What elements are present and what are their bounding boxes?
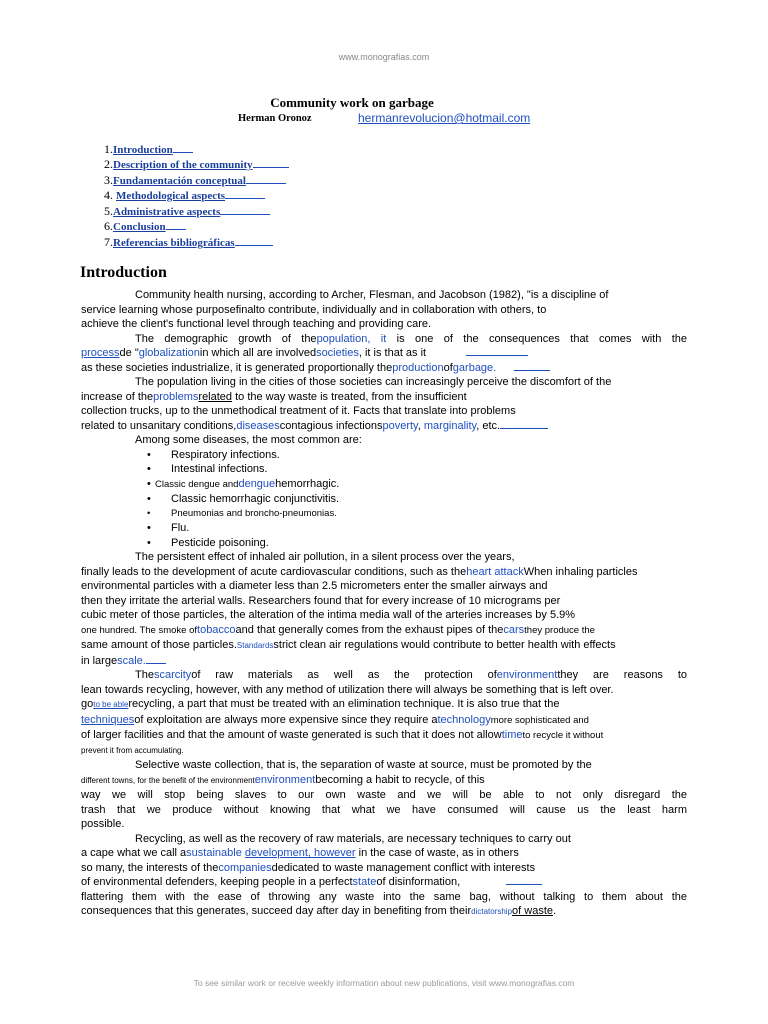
body-text [81,288,687,920]
toc-item[interactable] [104,142,193,157]
toc-number: 3. [104,173,113,187]
link-sustainable[interactable]: sustainable [186,847,242,859]
link-problems[interactable]: problems [153,390,199,403]
link-scarcity[interactable]: scarcity [153,669,192,681]
link-techniques[interactable]: techniques [81,713,135,726]
paragraph-line: Selective waste collection, that is, the separation of waste at source, must be promoted by the [135,759,592,771]
paragraph-line: prevent it from accumulating. [81,745,184,755]
paragraph-line: The population living in the cities of those societies can increasingly perceive the discomfort of the [135,376,612,388]
paragraph-line: same amount of those particles.Standardsstrict clean air regulations would contribute to better health with effects [81,639,616,651]
section-heading: Introduction [80,264,167,281]
paragraph-line: The demographic growth of thepopulation, it is one of the consequences that comes with the [135,332,688,345]
paragraph-line: as these societies industrialize, it is generated proportionally theproductionofgarbage. [81,361,687,376]
paragraph-line: environmental particles with a diameter less than 2.5 micrometers enter the smaller airways and [81,580,548,592]
list-item: • Classic dengue anddenguehemorrhagic. [147,477,687,493]
paragraph-line: related to unsanitary conditions,diseasescontagious infectionspoverty, marginality, etc. [81,419,687,434]
link-state[interactable]: state [352,876,377,888]
link-dictatorship[interactable]: dictatorship [471,907,513,916]
link-production[interactable]: production [392,361,444,374]
link-population[interactable]: population, it [316,332,387,345]
paragraph-line: cubic meter of those particles, the alteration of the intima media wall of the arteries increases by 5.9% [81,609,576,621]
toc-link-description[interactable]: Description of the community [113,159,253,171]
paragraph-line: Among some diseases, the most common are: [135,434,362,446]
toc-number: 6. [104,219,113,233]
toc-item[interactable] [104,219,186,234]
link-time[interactable]: time [501,729,523,741]
paragraph-line: then they irritate the arterial walls. Researchers found that for every increase of 10 micrograms per [81,594,561,607]
author-email-link[interactable]: hermanrevolucion@hotmail.com [358,111,531,125]
link-marginality[interactable]: marginality [423,419,477,432]
toc-link-administrative[interactable]: Administrative aspects [113,206,221,218]
link-process[interactable]: process [81,347,120,359]
link-technology[interactable]: technology [437,713,491,726]
paragraph-line: consequences that this generates, succeed day after day in benefiting from theirdictatorshipof waste. [81,905,557,917]
paragraph-line: a cape what we call asustainable development, however in the case of waste, as in others [81,847,519,859]
paragraph-line: way we will stop being slaves to our own waste and we will be able to not only disregard the [81,789,687,801]
link-societies[interactable]: societies [316,347,359,359]
toc-item[interactable] [104,188,265,203]
toc-item[interactable] [104,235,273,250]
list-item: • Pesticide poisoning. [147,536,687,551]
link-related[interactable]: related [198,390,233,403]
link-tobacco[interactable]: tobacco [197,623,236,636]
list-item: • Pneumonias and broncho-pneumonias. [147,507,687,522]
list-item: • Respiratory infections. [147,448,687,463]
paragraph-line: increase of theproblemsrelated to the way waste is treated, from the insufficient [81,390,467,403]
paragraph-line: achieve the client's functional level through teaching and providing care. [81,318,432,330]
paragraph-line: trash that we produce without knowing that what we have consumed will cause us the least harm [81,803,687,816]
link-diseases[interactable]: diseases [236,419,280,432]
paragraph-line: service learning whose purposefinalto contribute, individually and in collaboration with others, to [81,303,547,316]
paragraph-line: different towns, for the benefit of the environmentenvironmentbecoming a habit to recycle, of this [81,773,485,786]
paragraph-line: one hundred. The smoke oftobaccoand that generally comes from the exhaust pipes of thecarsthey produce the [81,623,595,636]
toc-number: 7. [104,235,113,249]
paragraph-line: lean towards recycling, however, with any method of utilization there will always be something that is left over. [81,683,614,696]
author-name: Herman Oronoz [238,113,312,124]
paragraph-line: Thescarcityof raw materials as well as the protection ofenvironmentthey are reasons to [135,669,687,681]
list-item: • Intestinal infections. [147,462,687,477]
link-cars[interactable]: cars [503,623,525,636]
link-globalization[interactable]: globalization [138,347,200,359]
toc-number: 4. [104,188,116,202]
paragraph-line: collection trucks, up to the unmethodical treatment of it. Facts that translate into problems [81,405,516,417]
paragraph-line: The persistent effect of inhaled air pollution, in a silent process over the years, [135,551,515,563]
toc-link-fundamentacion[interactable]: Fundamentación conceptual [113,175,246,187]
paragraph-line: of environmental defenders, keeping people in a perfectstateof disinformation, [81,875,687,890]
toc-link-methodological[interactable]: Methodological aspects [116,190,226,202]
toc-item[interactable] [104,157,289,172]
paragraph-line: in largescale. [81,654,687,669]
link-companies[interactable]: companies [218,861,272,874]
paragraph-line: processde "globalizationin which all are involvedsocieties, it is that as it [81,346,687,361]
list-item: • Classic hemorrhagic conjunctivitis. [147,492,687,507]
paragraph-line: finally leads to the development of acute cardiovascular conditions, such as theheart attackWhen inhaling particles [81,565,638,578]
paragraph-line: techniquesof exploitation are always more expensive since they require atechnologymore sophisticated and [81,713,589,726]
link-environment[interactable]: environment [496,669,558,681]
list-item: • Flu. [147,521,687,536]
link-standards[interactable]: Standards [236,641,274,650]
link-of-waste[interactable]: of waste [512,905,554,917]
link-poverty[interactable]: poverty [382,419,418,432]
toc-number: 5. [104,204,113,218]
site-header: www.monografias.com [338,52,430,62]
link-development[interactable]: development, however [244,847,356,859]
paragraph-line: Community health nursing, according to Archer, Flesman, and Jacobson (1982), "is a discipline of [135,289,609,301]
paragraph-line: Recycling, as well as the recovery of raw materials, are necessary techniques to carry out [135,832,571,845]
paragraph-line: of larger facilities and that the amount of waste generated is such that it does not allowtimeto recycle it without [81,729,604,741]
link-garbage[interactable]: garbage. [452,361,497,374]
toc-number: 2. [104,157,113,171]
link-heart-attack[interactable]: heart attack [466,565,524,578]
site-footer: To see similar work or receive weekly information about new publications, visit www.monografias.com [193,978,575,988]
link-environment-2[interactable]: environment [254,773,316,786]
document-title: Community work on garbage [270,95,434,110]
toc-number: 1. [104,142,113,156]
link-to-be-able[interactable]: to be able [93,700,129,709]
paragraph-line: goto be ablerecycling, a part that must be treated with an elimination technique. It is also true that the [81,698,560,710]
disease-list [81,448,687,551]
link-dengue[interactable]: dengue [238,477,276,490]
paragraph-line: so many, the interests of thecompaniesdedicated to waste management conflict with interests [81,861,536,874]
toc-link-introduction[interactable]: Introduction [113,144,173,156]
link-scale[interactable]: scale. [117,654,146,667]
paragraph-line: possible. [81,818,125,830]
toc-link-conclusion[interactable]: Conclusion [113,221,166,233]
toc-item[interactable] [104,173,286,188]
toc-item[interactable] [104,204,270,219]
toc-link-references[interactable]: Referencias bibliográficas [113,237,235,249]
paragraph-line: flattering them with the ease of throwing any waste into the same bag, without talking to them about the [81,890,687,903]
